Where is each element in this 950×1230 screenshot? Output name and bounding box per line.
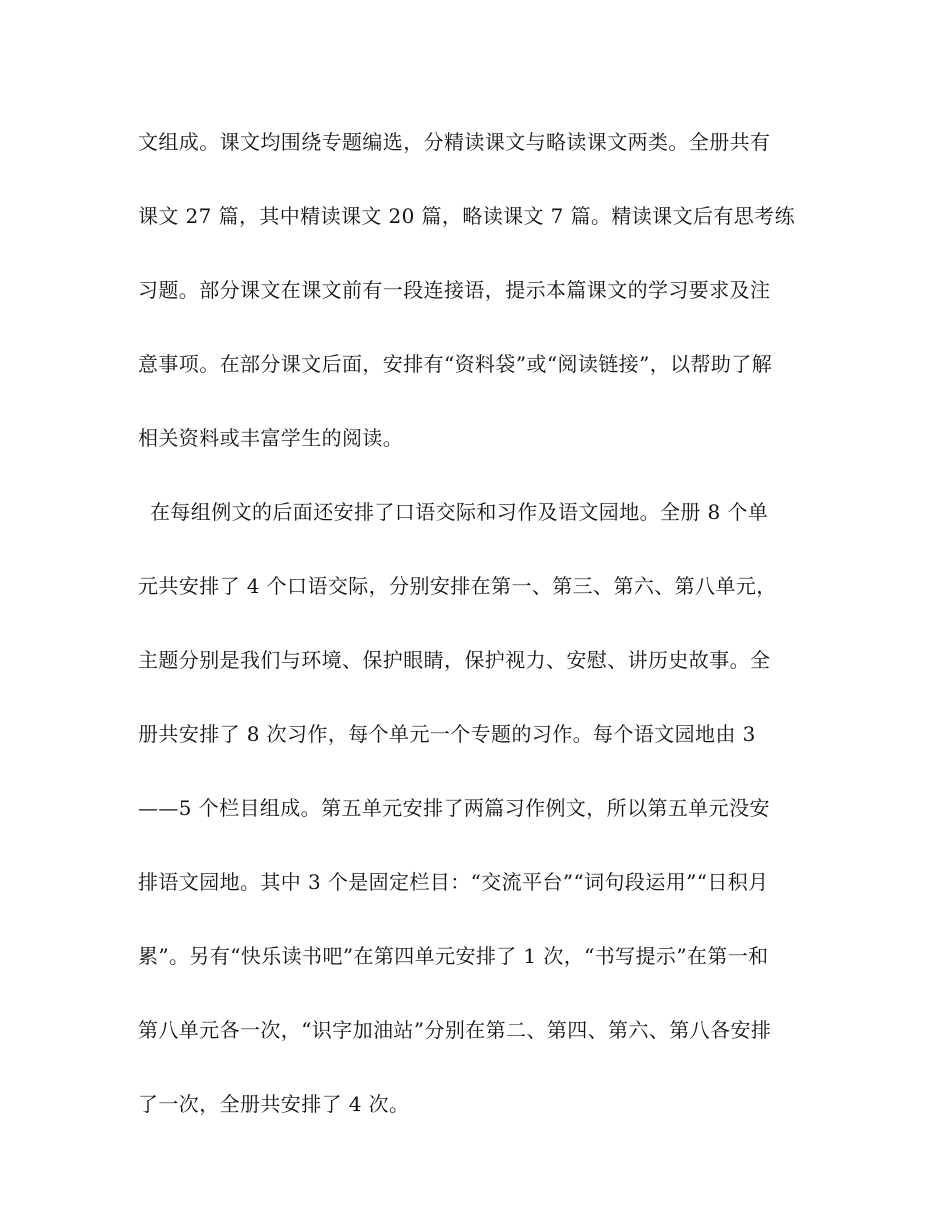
paragraph-start-line: 在每组例文的后面还安排了口语交际和习作及语文园地。全册 8 个单 <box>150 500 769 524</box>
body-text <box>138 118 828 1154</box>
text-line: 了一次，全册共安排了 4 次。 <box>138 1092 410 1116</box>
text-line: 排语文园地。其中 3 个是固定栏目：“交流平台”“词句段运用”“日积月 <box>138 870 769 894</box>
text-line: 文组成。课文均围绕专题编选，分精读课文与略读课文两类。全册共有 <box>138 130 771 154</box>
text-line: 元共安排了 4 个口语交际，分别安排在第一、第三、第六、第八单元， <box>138 574 777 598</box>
text-line: 意事项。在部分课文后面，安排有“资料袋”或“阅读链接”，以帮助了解 <box>138 352 773 376</box>
text-line: 册共安排了 8 次习作，每个单元一个专题的习作。每个语文园地由 3 <box>138 722 756 746</box>
text-line: ——5 个栏目组成。第五单元安排了两篇习作例文，所以第五单元没安 <box>138 796 770 820</box>
text-line: 课文 27 篇，其中精读课文 20 篇，略读课文 7 篇。精读课文后有思考练 <box>138 204 795 228</box>
text-line: 第八单元各一次，“识字加油站”分别在第二、第四、第六、第八各安排 <box>138 1018 772 1042</box>
text-line: 相关资料或丰富学生的阅读。 <box>138 426 404 450</box>
text-line: 习题。部分课文在课文前有一段连接语，提示本篇课文的学习要求及注 <box>138 278 771 302</box>
text-line: 累”。另有“快乐读书吧”在第四单元安排了 1 次，“书写提示”在第一和 <box>138 944 769 968</box>
text-line: 主题分别是我们与环境、保护眼睛，保护视力、安慰、讲历史故事。全 <box>138 648 771 672</box>
